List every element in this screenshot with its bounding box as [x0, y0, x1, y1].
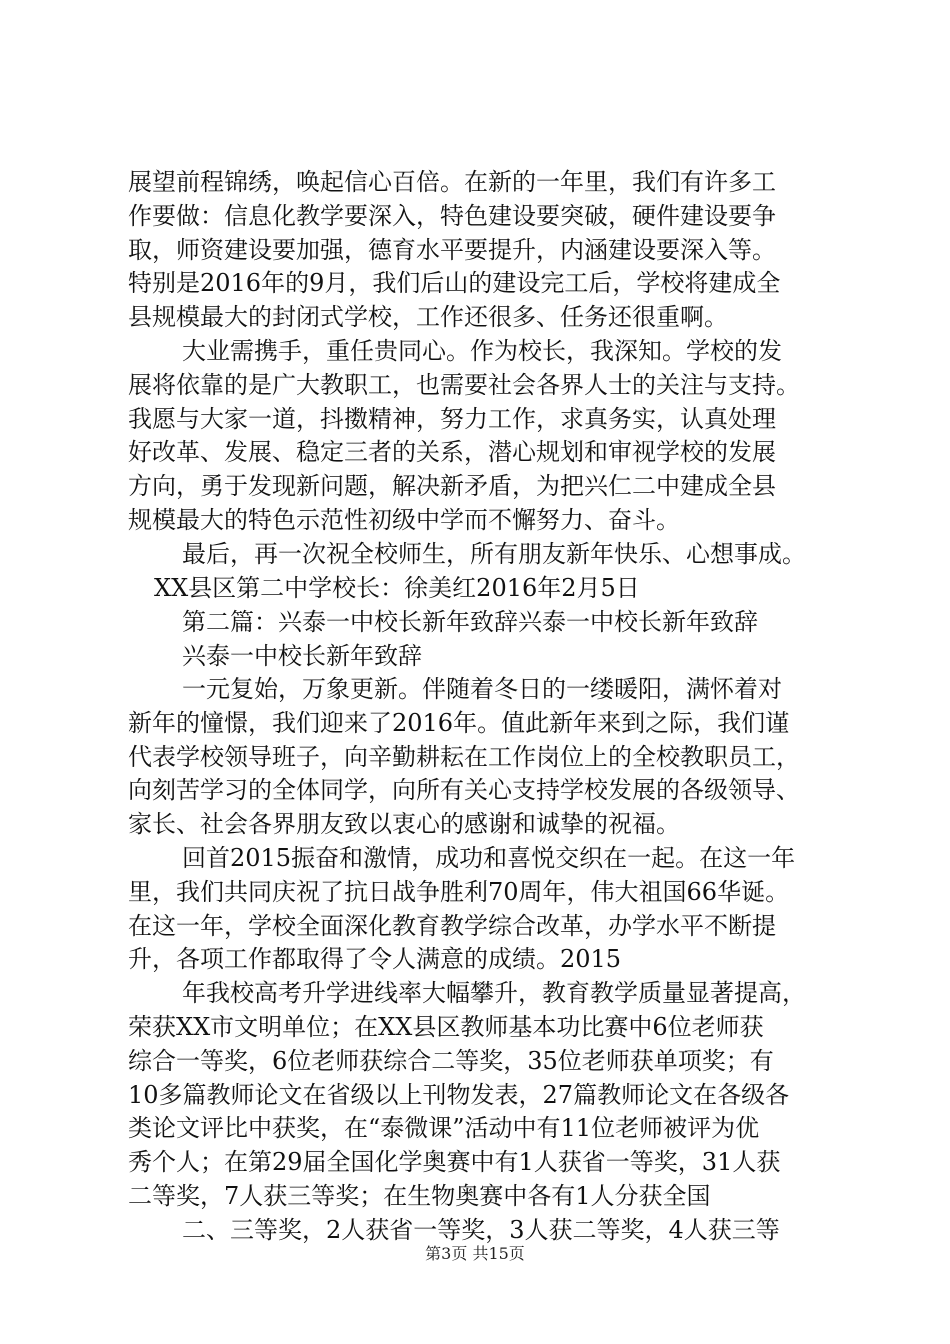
signature-block — [128, 572, 758, 673]
text-line: 家长、社会各界朋友致以衷心的感谢和诚挚的祝福。 — [128, 810, 680, 839]
text-line: 二等奖，7人获三等奖；在生物奥赛中各有1人分获全国 — [128, 1181, 711, 1210]
paragraphs-bottom — [128, 673, 806, 1248]
paragraph-5 — [128, 842, 806, 977]
text-line: 我愿与大家一道，抖擞精神，努力工作，求真务实，认真处理 — [128, 404, 776, 433]
text-line: 年我校高考升学进线率大幅攀升，教育教学质量显著提高， — [182, 979, 806, 1008]
paragraph-4 — [128, 673, 806, 842]
paragraph-7 — [128, 1214, 806, 1248]
text-line: 展将依靠的是广大教职工，也需要社会各界人士的关注与支持。 — [128, 370, 800, 399]
text-line: 荣获XX市文明单位；在XX县区教师基本功比赛中6位老师获 — [128, 1012, 764, 1041]
signature: XX县区第二中学校长：徐美红2016年2月5日 — [154, 574, 640, 602]
text-line: 规模最大的特色示范性初级中学而不懈努力、奋斗。 — [128, 505, 680, 534]
text-line: 特别是2016年的9月，我们后山的建设完工后，学校将建成全 — [128, 269, 781, 298]
paragraph-3 — [128, 538, 806, 572]
text-line: 向刻苦学习的全体同学，向所有关心支持学校发展的各级领导、 — [128, 776, 800, 805]
section-title: 第二篇：兴泰一中校长新年致辞兴泰一中校长新年致辞 — [182, 607, 758, 636]
text-line: 代表学校领导班子，向辛勤耕耘在工作岗位上的全校教职员工， — [128, 742, 800, 771]
paragraph-2 — [128, 335, 806, 538]
text-line: 10多篇教师论文在省级以上刊物发表，27篇教师论文在各级各 — [128, 1080, 790, 1109]
text-line: 作要做：信息化教学要深入，特色建设要突破，硬件建设要争 — [128, 201, 776, 230]
sub-title: 兴泰一中校长新年致辞 — [182, 641, 422, 670]
signature-line — [128, 572, 758, 673]
paragraph-6 — [128, 977, 806, 1214]
page-footer — [0, 1244, 950, 1264]
text-line: 取，师资建设要加强，德育水平要提升，内涵建设要深入等。 — [128, 235, 776, 264]
text-line: 一元复始，万象更新。伴随着冬日的一缕暖阳，满怀着对 — [182, 675, 782, 703]
page-number: 第3页 共15页 — [425, 1244, 525, 1263]
text-line: 综合一等奖，6位老师获综合二等奖，35位老师获单项奖；有 — [128, 1046, 774, 1075]
paragraphs-top — [128, 166, 806, 572]
text-line: 方向，勇于发现新问题，解决新矛盾，为把兴仁二中建成全县 — [128, 472, 776, 501]
text-line: 最后，再一次祝全校师生，所有朋友新年快乐、心想事成。 — [182, 539, 806, 568]
text-line: 里，我们共同庆祝了抗日战争胜利70周年，伟大祖国66华诞。 — [128, 877, 790, 906]
text-line: 县规模最大的封闭式学校，工作还很多、任务还很重啊。 — [128, 303, 728, 332]
text-line: 二、三等奖，2人获省一等奖，3人获二等奖，4人获三等 — [182, 1215, 780, 1244]
text-line: 升，各项工作都取得了令人满意的成绩。2015 — [128, 945, 622, 974]
paragraph-1 — [128, 166, 806, 335]
text-line: 类论文评比中获奖，在“泰微课”活动中有11位老师被评为优 — [128, 1114, 760, 1143]
text-line: 大业需携手，重任贵同心。作为校长，我深知。学校的发 — [182, 336, 782, 365]
text-line: 新年的憧憬，我们迎来了2016年。值此新年来到之际，我们谨 — [128, 708, 790, 737]
text-line: 在这一年，学校全面深化教育教学综合改革，办学水平不断提 — [128, 911, 776, 940]
text-line: 展望前程锦绣，唤起信心百倍。在新的一年里，我们有许多工 — [128, 168, 776, 196]
text-line: 秀个人；在第29届全国化学奥赛中有1人获省一等奖，31人获 — [128, 1148, 781, 1177]
text-line: 好改革、发展、稳定三者的关系，潜心规划和审视学校的发展 — [128, 438, 776, 467]
text-line: 回首2015振奋和激情，成功和喜悦交织在一起。在这一年 — [182, 843, 796, 872]
